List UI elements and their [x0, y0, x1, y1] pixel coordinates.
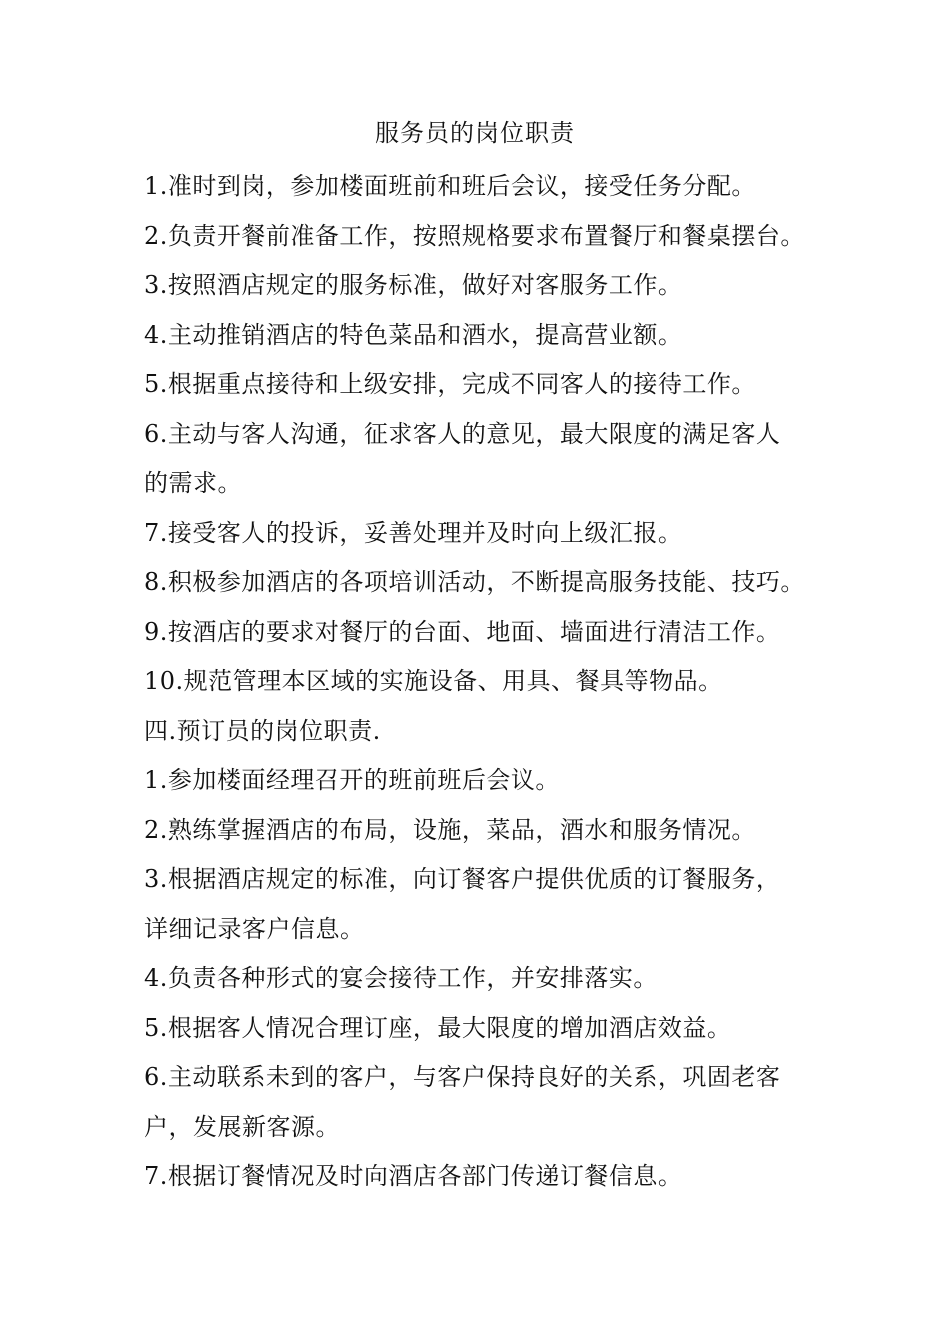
text-line: 的需求。 — [144, 469, 242, 497]
text-line: 7.根据订餐情况及时向酒店各部门传递订餐信息。 — [144, 1162, 683, 1190]
text-line: 2.熟练掌握酒店的布局，设施，菜品，酒水和服务情况。 — [144, 815, 756, 844]
text-line: 1.参加楼面经理召开的班前班后会议。 — [144, 766, 560, 794]
text-line: 3.根据酒店规定的标准，向订餐客户提供优质的订餐服务， — [144, 865, 781, 893]
text-line: 7.接受客人的投诉，妥善处理并及时向上级汇报。 — [144, 518, 683, 547]
text-line: 4.负责各种形式的宴会接待工作，并安排落实。 — [144, 964, 658, 992]
text-line: 5.根据客人情况合理订座，最大限度的增加酒店效益。 — [144, 1013, 732, 1042]
text-line: 3.按照酒店规定的服务标准，做好对客服务工作。 — [144, 271, 683, 299]
text-line: 5.根据重点接待和上级安排，完成不同客人的接待工作。 — [144, 370, 756, 398]
text-line: 6.主动联系未到的客户，与客户保持良好的关系，巩固老客 — [144, 1063, 781, 1091]
page-title: 服务员的岗位职责 — [375, 119, 575, 147]
text-line: 10.规范管理本区域的实施设备、用具、餐具等物品。 — [144, 667, 723, 695]
section-heading: 四.预订员的岗位职责. — [144, 716, 381, 745]
text-line: 4.主动推销酒店的特色菜品和酒水，提高营业额。 — [144, 320, 683, 349]
text-line: 1.准时到岗，参加楼面班前和班后会议，接受任务分配。 — [144, 172, 756, 200]
document-body — [144, 162, 824, 1202]
text-line: 8.积极参加酒店的各项培训活动，不断提高服务技能、技巧。 — [144, 568, 805, 596]
text-line: 2.负责开餐前准备工作，按照规格要求布置餐厅和餐桌摆台。 — [144, 221, 805, 250]
text-line: 户，发展新客源。 — [144, 1112, 340, 1141]
text-line: 详细记录客户信息。 — [144, 914, 365, 943]
text-line: 9.按酒店的要求对餐厅的台面、地面、墙面进行清洁工作。 — [144, 617, 781, 646]
text-line: 6.主动与客人沟通，征求客人的意见，最大限度的满足客人 — [144, 419, 781, 448]
